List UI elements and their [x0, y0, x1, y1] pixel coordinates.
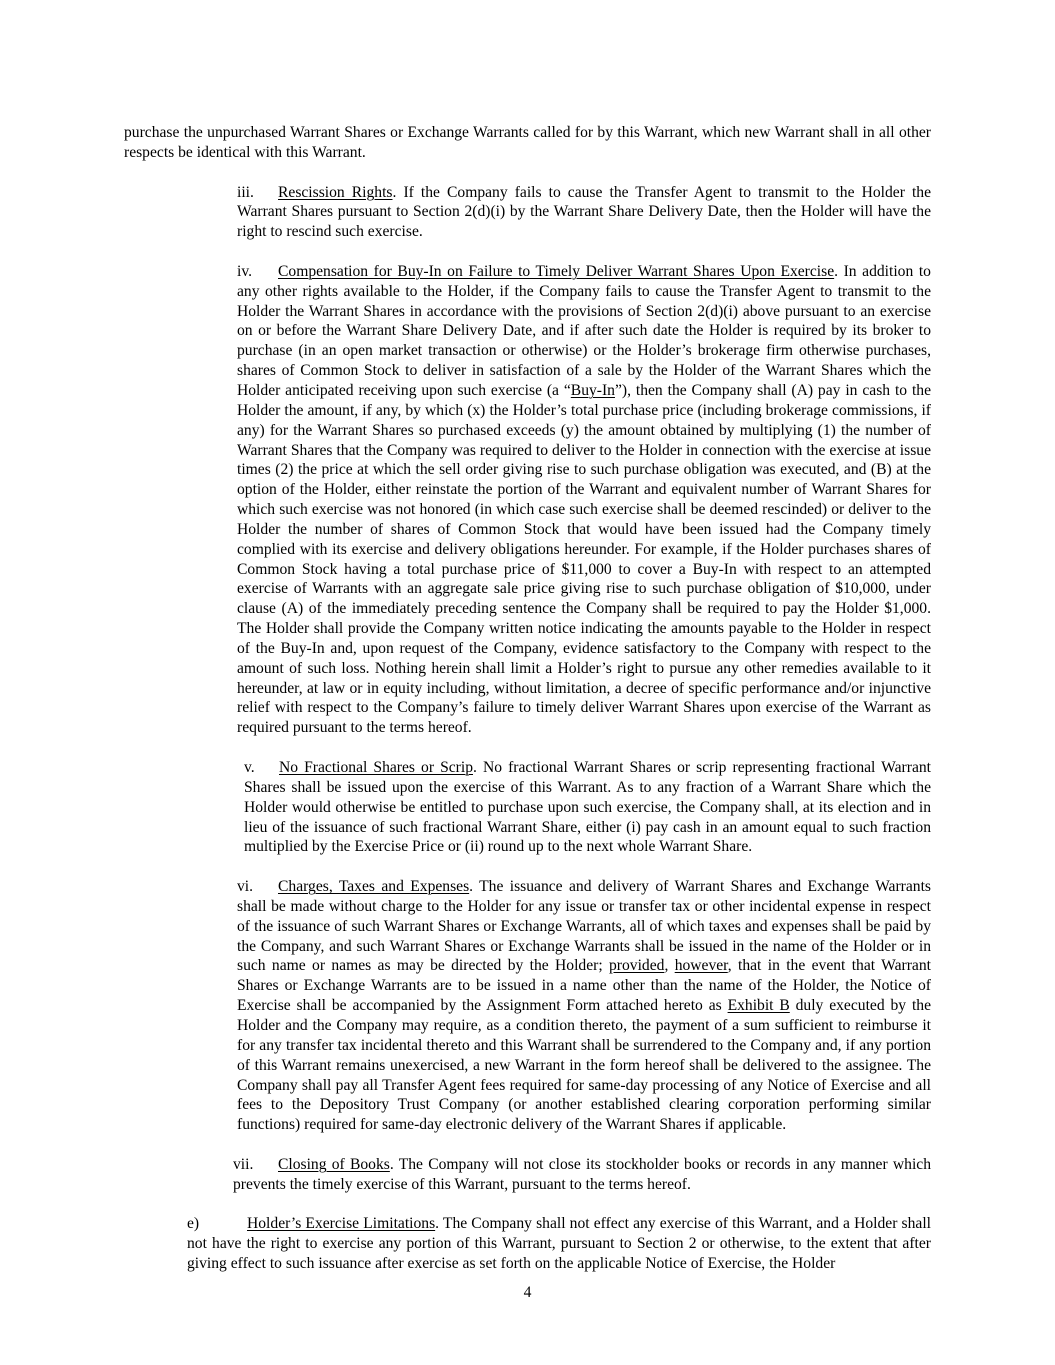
section-vi-however: however: [674, 957, 728, 975]
section-iv-number: iv.: [237, 262, 253, 280]
continuation-text: purchase the unpurchased Warrant Shares or Exchange Warrants called for by this Warrant, which new Warrant shall in all other respects be identical with this Warrant.: [124, 124, 931, 161]
page-number: 4: [523, 1284, 532, 1301]
section-iv-heading: Compensation for Buy-In on Failure to Timely Deliver Warrant Shares Upon Exercise: [278, 262, 835, 280]
section-e-heading: Holder’s Exercise Limitations: [247, 1215, 436, 1233]
section-v-text: . No fractional Warrant Shares or scrip representing fractional Warrant Shares shall be issued upon the exercise of this Warrant. As to any fraction of a Warrant Share which the Holder would otherwise be entitled to purchase upon such exercise, the Company shall, at its election and in lieu of the issuance of such fractional Warrant Share, either (i) pay cash in an amount equal to such fraction multiplied by the Exercise Price or (ii) round up to the next whole Warrant Share.: [244, 759, 931, 856]
section-e-number: e): [187, 1215, 200, 1233]
section-iv-defined-term: Buy-In: [570, 381, 615, 399]
section-vii-heading: Closing of Books: [278, 1155, 390, 1173]
continuation-paragraph: [124, 123, 931, 163]
section-iv-text-b: ”), then the Company shall (A) pay in cash to the Holder the amount, if any, by which (x) the Holder’s total purchase price (including brokerage commissions, if any) for the Warrant Shares so purchased exceeds (y) the amount obtained by multiplying (1) the number of Warrant Shares that the Company was required to deliver to the Holder in connection with the exercise at issue times (2) the price at which the sell order giving rise to such purchase obligation was executed, and (B) at the option of the Holder, either reinstate the portion of the Warrant and equivalent number of Warrant Shares for which such exercise was not honored (in which case such exercise shall be deemed rescinded) or deliver to the Holder the number of shares of Common Stock that would have been issued had the Company timely complied with its exercise and delivery obligations hereunder. For example, if the Holder purchases shares of Common Stock having a total purchase price of $11,000 to cover a Buy-In with respect to an attempted exercise of Warrants with an aggregate sale price giving rise to such purchase obligation of $10,000, under clause (A) of the immediately preceding sentence the Company shall be required to pay the Holder $1,000. The Holder shall provide the Company written notice indicating the amounts payable to the Holder in respect of the Buy-In and, upon request of the Company, evidence satisfactory to the Company with respect to the amount of such loss. Nothing herein shall limit a Holder’s right to pursue any other remedies available to it hereunder, at law or in equity including, without limitation, a decree of specific performance and/or injunctive relief with respect to the Company’s failure to timely deliver Warrant Shares upon exercise of the Warrant as required pursuant to the terms hereof.: [237, 381, 932, 737]
section-vi-text-b: , that in the event that Warrant Shares or Exchange Warrants are to be issued in a name other than the name of the Holder, the Notice of Exercise shall be accompanied by the Assignment Form attached hereto as: [237, 957, 931, 1015]
section-vii-number: vii.: [233, 1155, 254, 1173]
section-e-paragraph: [124, 1214, 931, 1274]
section-iv-text-a: . In addition to any other rights available to the Holder, if the Company fails to cause the Transfer Agent to transmit to the Holder the Warrant Shares in accordance with the provisions of Section 2(d)(i) above pursuant to an exercise on or before the Warrant Share Delivery Date, and if after such date the Holder is required by its broker to purchase (in an open market transaction or otherwise) or the Holder’s brokerage firm otherwise purchases, shares of Common Stock to deliver in satisfaction of a sale by the Holder of the Warrant Shares which the Holder anticipated receiving upon such exercise (a “: [237, 262, 931, 399]
section-vi-text-c: duly executed by the Holder and the Company may require, as a condition thereto, the payment of a sum sufficient to reimburse it for any transfer tax incidental thereto and this Warrant shall be surrendered to the Company and, if any portion of this Warrant remains unexercised, a new Warrant in the form hereof shall be delivered to the assignee. The Company shall pay all Transfer Agent fees required for same-day processing of any Notice of Exercise and all fees to the Depository Trust Company (or another established clearing corporation performing similar functions) required for same-day electronic delivery of the Warrant Shares if applicable.: [237, 997, 931, 1134]
section-vi-provided: provided: [609, 957, 665, 975]
section-iii-paragraph: [124, 183, 931, 243]
section-vii-text: . The Company will not close its stockholder books or records in any manner which prevents the timely exercise of this Warrant, pursuant to the terms hereof.: [233, 1155, 932, 1193]
section-iii-heading: Rescission Rights: [278, 183, 393, 201]
section-iii-number: iii.: [237, 183, 254, 201]
section-vi-text-a: . The issuance and delivery of Warrant Shares and Exchange Warrants shall be made without charge to the Holder for any issue or transfer tax or other incidental expense in respect of the issuance of such Warrant Shares or Exchange Warrants, all of which taxes and expenses shall be paid by the Company, and such Warrant Shares or Exchange Warrants shall be issued in the name of the Holder or in such name or names as may be directed by the Holder;: [237, 878, 931, 975]
section-vi-exhibit: Exhibit B: [727, 997, 790, 1015]
section-iii-text: . If the Company fails to cause the Transfer Agent to transmit to the Holder the Warrant Shares pursuant to Section 2(d)(i) by the Warrant Share Delivery Date, then the Holder will have the right to rescind such exercise.: [237, 183, 931, 241]
document-page: [124, 123, 931, 1294]
section-vi-paragraph: [124, 877, 931, 1135]
section-vi-heading: Charges, Taxes and Expenses: [278, 878, 470, 896]
section-e-text: . The Company shall not effect any exercise of this Warrant, and a Holder shall not have the right to exercise any portion of this Warrant, pursuant to Section 2 or otherwise, to the extent that after giving effect to such issuance after exercise as set forth on the applicable Notice of Exercise, the Holder: [187, 1215, 931, 1273]
section-vii-paragraph: [124, 1155, 931, 1195]
section-v-number: v.: [244, 759, 255, 776]
section-v-heading: No Fractional Shares or Scrip: [279, 759, 473, 776]
section-vi-comma: ,: [664, 957, 675, 975]
section-iv-paragraph: [124, 262, 931, 738]
section-vi-number: vi.: [237, 878, 254, 896]
section-v-paragraph: [124, 758, 931, 857]
